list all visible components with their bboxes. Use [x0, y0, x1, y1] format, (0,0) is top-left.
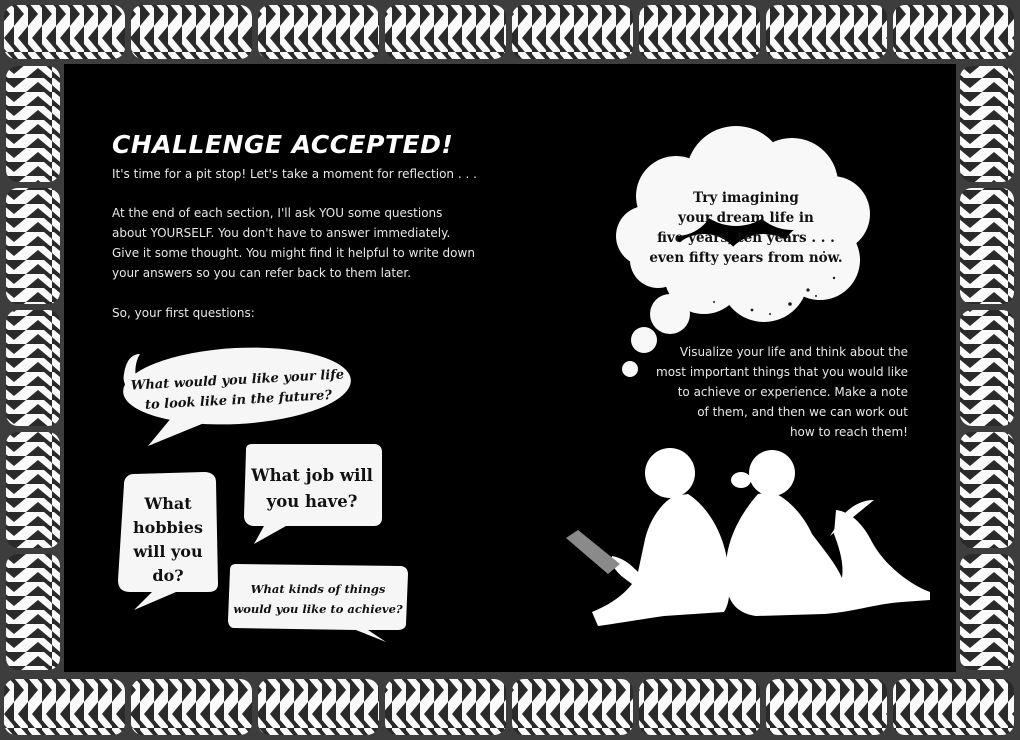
content-panel: [64, 64, 956, 672]
bubble-line: to look like in the future?: [144, 388, 333, 413]
paragraph-line: about YOURSELF. You don't have to answer immediately.: [112, 226, 451, 240]
cloud-line: five years, ten years . . .: [657, 230, 835, 246]
intro-text: It's time for a pit stop! Let's take a moment for reflection . . .: [112, 167, 477, 181]
tire-tread-border-left: [0, 64, 64, 676]
paragraph-line: At the end of each section, I'll ask YOU some questions: [112, 206, 443, 220]
bubble-line: will you: [133, 542, 203, 561]
bubble-line: hobbies: [133, 518, 203, 537]
first-questions-label: So, your first questions:: [112, 306, 255, 320]
visualize-line: how to reach them!: [789, 425, 908, 439]
cloud-line: your dream life in: [678, 210, 814, 226]
bubble-achieve-text: [228, 579, 408, 619]
bubble-hobbies-text: [118, 492, 218, 588]
tire-tread-border-top: [0, 0, 1020, 64]
visualize-line: most important things that you would like: [656, 365, 908, 379]
cloud-line: Try imagining: [693, 190, 799, 206]
visualize-line: to achieve or experience. Make a note: [677, 385, 908, 399]
paragraph-line: Give it some thought. You might find it helpful to write down: [112, 246, 475, 260]
bubble-line: you have?: [266, 492, 358, 511]
book-icon: [566, 530, 620, 574]
bubble-line: What would you like your life: [130, 367, 345, 394]
bubble-line: would you like to achieve?: [233, 602, 403, 616]
visualize-line: Visualize your life and think about the: [679, 345, 908, 359]
bubble-line: What: [144, 494, 192, 513]
tire-tread-border-right: [956, 64, 1020, 676]
paragraph-line: your answers so you can refer back to them later.: [112, 266, 412, 280]
cloud-text: [636, 188, 856, 268]
children-reading-illustration: [592, 448, 930, 626]
bubble-line: do?: [152, 566, 184, 585]
bubble-line: What kinds of things: [250, 582, 386, 596]
tire-tread-border-bottom: [0, 676, 1020, 740]
cloud-line: even fifty years from now.: [649, 250, 843, 266]
visualize-line: of them, and then we can work out: [697, 405, 908, 419]
page-title: CHALLENGE ACCEPTED!: [112, 130, 454, 159]
bubble-line: What job will: [251, 466, 373, 485]
visualize-paragraph: [624, 342, 908, 442]
bubble-job-text: [244, 463, 380, 515]
